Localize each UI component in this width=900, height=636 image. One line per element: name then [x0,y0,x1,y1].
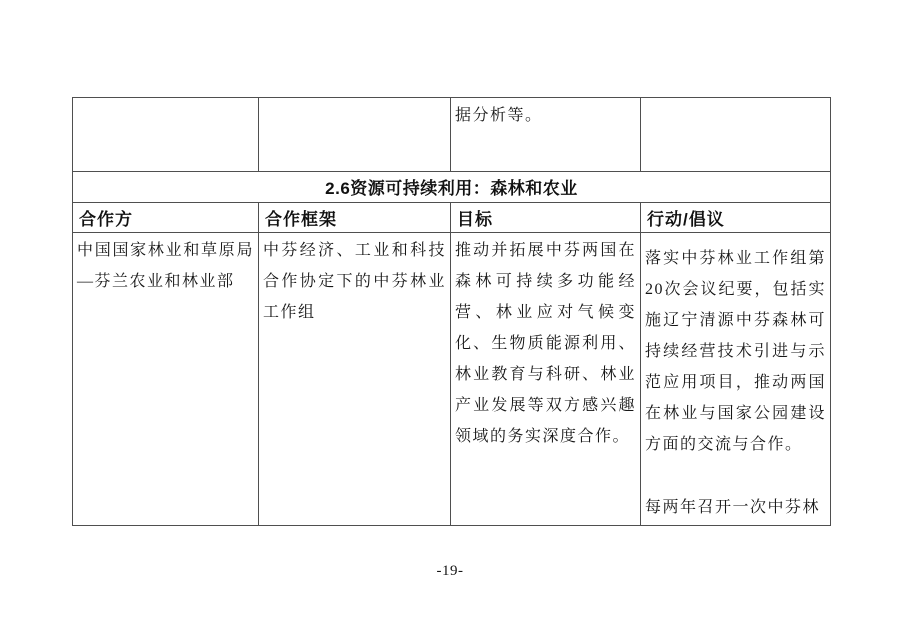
table-row-continuation [73,98,831,172]
cell-partner-continuation [73,98,259,172]
cell-framework [259,233,451,526]
actions-paragraph-2: 每两年召开一次中芬林 [645,499,821,516]
table-row-data [73,233,831,526]
cell-objective-continuation [451,98,641,172]
table-row-headers [73,203,831,233]
cell-framework-continuation [259,98,451,172]
cooperation-table [72,97,831,526]
column-header-partner: 合作方 [73,203,259,233]
table-row-section [73,172,831,203]
column-header-actions: 行动/倡议 [641,203,831,233]
cell-actions-continuation [641,98,831,172]
actions-paragraph-1: 落实中芬林业工作组第20次会议纪要，包括实施辽宁清源中芬森林可持续经营技术引进与示范应用项目，推动两国在林业与国家公园建设方面的交流与合作。 [645,250,826,453]
page-number: -19- [436,563,464,579]
framework-text: 中芬经济、工业和科技合作协定下的中芬林业工作组 [263,242,446,321]
section-title: 2.6资源可持续利用：森林和农业 [73,172,831,203]
continuation-text: 据分析等。 [455,107,543,124]
column-header-framework: 合作框架 [259,203,451,233]
cell-actions [641,233,831,526]
partner-text: 中国国家林业和草原局—芬兰农业和林业部 [77,242,254,290]
objective-text: 推动并拓展中芬两国在森林可持续多功能经营、林业应对气候变化、生物质能源利用、林业教育与科研、林业产业发展等双方感兴趣领域的务实深度合作。 [455,242,636,445]
cell-partner [73,233,259,526]
cell-objective [451,233,641,526]
column-header-objective: 目标 [451,203,641,233]
